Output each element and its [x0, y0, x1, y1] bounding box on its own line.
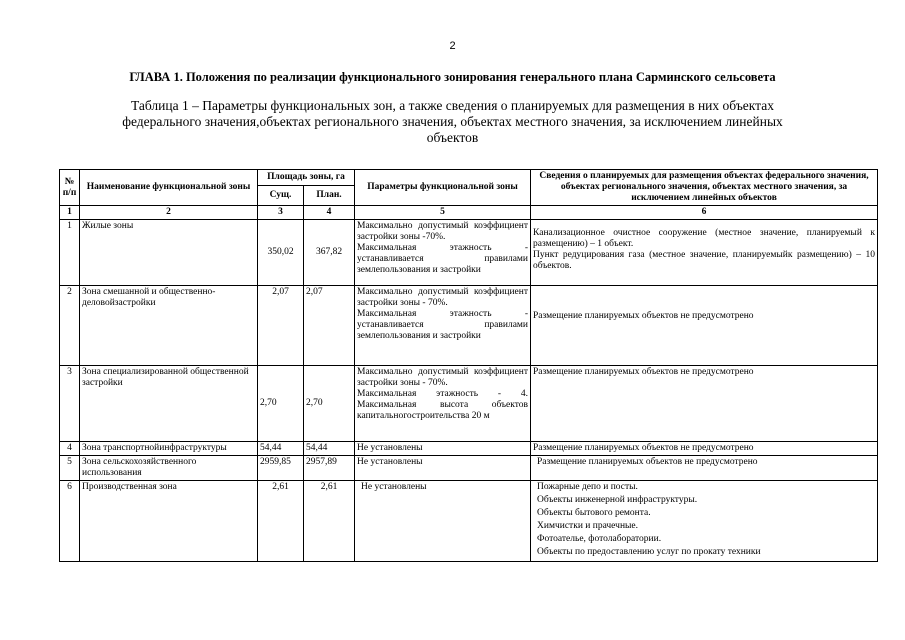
area-planned: 2,70 [304, 366, 355, 442]
header-zone-name: Наименование функциональной зоны [80, 170, 258, 206]
zone-params [355, 286, 531, 366]
column-number: 3 [258, 206, 304, 220]
area-current: 350,02 [258, 220, 304, 286]
table-caption [60, 98, 845, 146]
info-line: Объекты бытового ремонта. [537, 508, 651, 518]
area-planned: 54,44 [304, 442, 355, 456]
info-line: Размещение планируемых объектов не предусмотрено [537, 457, 758, 467]
zone-info [531, 481, 878, 562]
caption-line-1: Таблица 1 – Параметры функциональных зон, а также сведения о планируемых для размещения в них объектах [131, 98, 774, 113]
info-line: Пожарные депо и посты. [537, 482, 638, 492]
header-params: Параметры функциональной зоны [355, 170, 531, 206]
row-num: 1 [60, 220, 80, 286]
info-line: Объекты по предоставлению услуг по прокату техники [537, 547, 761, 557]
zone-name: Зона сельскохозяйственного использования [80, 456, 258, 481]
table-row [60, 220, 878, 286]
row-num: 6 [60, 481, 80, 562]
info-line: Канализационное очистное сооружение (местное значение, планируемый к размещению) – 1 объект. [533, 228, 876, 249]
row-num: 3 [60, 366, 80, 442]
area-planned: 367,82 [304, 220, 355, 286]
param-line: Максимальная этажность - устанавливается правилами землепользования и застройки [357, 309, 529, 341]
param-line: Не установлены [357, 443, 423, 453]
header-info: Сведения о планируемых для размещения объектах федерального значения, объектах регионального значения, объектах местного значения, за исключением линейных объектов [531, 170, 878, 206]
column-number: 1 [60, 206, 80, 220]
row-num: 2 [60, 286, 80, 366]
info-line: Размещение планируемых объектов не предусмотрено [533, 367, 754, 377]
info-line: Фотоателье, фотолаборатории. [537, 534, 662, 544]
table-row [60, 481, 878, 562]
zone-name: Зона смешанной и общественно-деловойзастройки [80, 286, 258, 366]
param-line: Не установлены [361, 482, 427, 492]
column-number: 5 [355, 206, 531, 220]
caption-line-3: объектов [426, 130, 479, 145]
column-number: 4 [304, 206, 355, 220]
table-header-row [60, 170, 878, 186]
table-row [60, 366, 878, 442]
param-line: Максимально допустимый коэффициент застройки зоны - 70%. [357, 287, 529, 308]
page-number: 2 [449, 40, 456, 52]
info-line: Химчистки и прачечные. [537, 521, 638, 531]
zones-table [59, 169, 878, 562]
area-current: 2,61 [258, 481, 304, 562]
param-line: Максимальная этажность - 4. Максимальная высота объектов капитальногостроительства 20 м [357, 389, 529, 421]
caption-line-2: федерального значения,объектах регионального значения, объектах местного значения, за исключением линейных [122, 114, 783, 129]
zone-info [531, 286, 878, 366]
area-planned: 2,61 [304, 481, 355, 562]
param-line: Не установлены [357, 457, 423, 467]
row-num: 4 [60, 442, 80, 456]
info-line: Пункт редуцирования газа (местное значение, планируемыйк размещению) – 10 объектов. [533, 250, 876, 271]
area-current: 54,44 [258, 442, 304, 456]
area-current: 2959,85 [258, 456, 304, 481]
header-area: Площадь зоны, га [258, 170, 355, 186]
header-area-current: Сущ. [258, 186, 304, 206]
table-row [60, 456, 878, 481]
zone-info [531, 366, 878, 442]
zone-params [355, 442, 531, 456]
zone-info [531, 220, 878, 286]
zone-info [531, 456, 878, 481]
zone-params [355, 481, 531, 562]
zone-params [355, 366, 531, 442]
zone-name: Зона специализированной общественной застройки [80, 366, 258, 442]
column-number: 2 [80, 206, 258, 220]
zone-name: Жилые зоны [80, 220, 258, 286]
info-line: Размещение планируемых объектов не предусмотрено [533, 443, 754, 453]
chapter-title: ГЛАВА 1. Положения по реализации функционального зонирования генерального плана Сарминского сельсовета [129, 70, 776, 84]
zone-params [355, 456, 531, 481]
zone-name: Производственная зона [80, 481, 258, 562]
area-planned: 2,07 [304, 286, 355, 366]
table-row [60, 286, 878, 366]
area-current: 2,70 [258, 366, 304, 442]
zone-name: Зона транспортнойинфраструктуры [80, 442, 258, 456]
area-current: 2,07 [258, 286, 304, 366]
param-line: Максимально допустимый коэффициент застройки зоны -70%. [357, 221, 529, 242]
param-line: Максимальная этажность - устанавливается правилами землепользования и застройки [357, 243, 529, 275]
header-area-planned: План. [304, 186, 355, 206]
zone-info [531, 442, 878, 456]
row-num: 5 [60, 456, 80, 481]
info-line: Объекты инженерной инфраструктуры. [537, 495, 698, 505]
column-number: 6 [531, 206, 878, 220]
info-line: Размещение планируемых объектов не предусмотрено [533, 310, 754, 321]
param-line: Максимально допустимый коэффициент застройки зоны - 70%. [357, 367, 529, 388]
header-num: № п/п [60, 170, 80, 206]
table-row [60, 442, 878, 456]
area-planned: 2957,89 [304, 456, 355, 481]
column-number-row [60, 206, 878, 220]
zone-params [355, 220, 531, 286]
